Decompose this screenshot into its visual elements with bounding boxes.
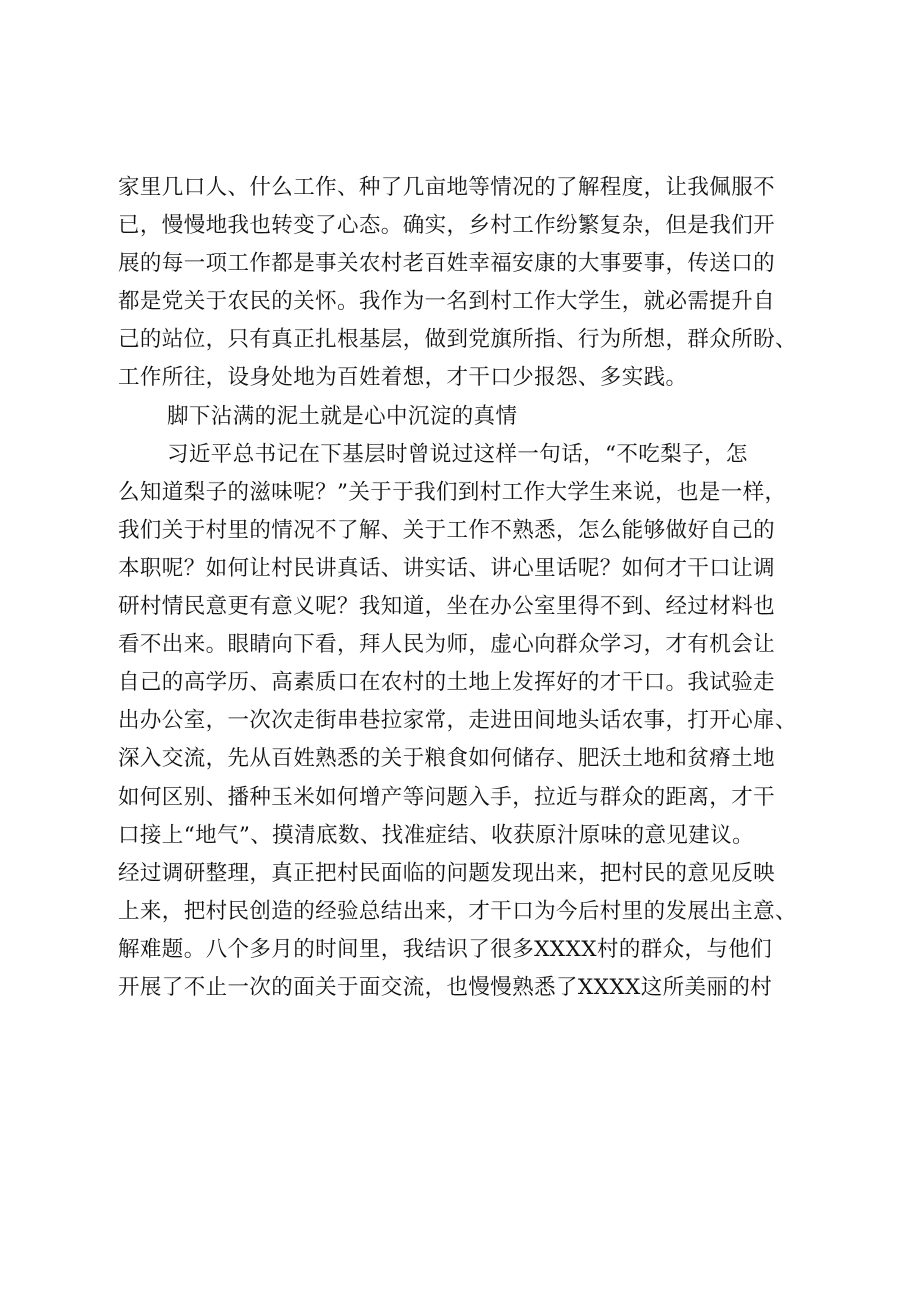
paragraph-line: 开展了不止一次的面关于面交流，也慢慢熟悉了XXXX这所美丽的村	[118, 974, 773, 1000]
paragraph-line: 工作所往，设身处地为百姓着想，才干口少报怨、多实践。	[118, 365, 688, 391]
paragraph-line: 么知道梨子的滋味呢？”关于于我们到村工作大学生来说，也是一样，	[118, 479, 787, 505]
paragraph-line: 家里几口人、什么工作、种了几亩地等情况的了解程度，让我佩服不	[118, 175, 776, 200]
section-heading: 脚下沾满的泥土就是心中沉淀的真情	[167, 403, 518, 429]
paragraph-line: 展的每一项工作都是事关农村老百姓幸福安康的大事要事，传送口的	[118, 251, 776, 277]
paragraph-line: 我们关于村里的情况不了解、关于工作不熟悉，怎么能够做好自己的	[118, 517, 776, 543]
paragraph-line: 解难题。八个多月的时间里，我结识了很多XXXX村的群众，与他们	[118, 936, 773, 962]
paragraph-line: 出办公室，一次次走街串巷拉家常，走进田间地头话农事，打开心扉、	[118, 708, 797, 734]
paragraph-line: 口接上“地气”、摸清底数、找准症结、收获原汁原味的意见建议。	[118, 822, 754, 848]
paragraph-line: 上来，把村民创造的经验总结出来，才干口为今后村里的发展出主意、	[118, 898, 797, 924]
paragraph-line: 自己的高学历、高素质口在农村的土地上发挥好的才干口。我试验走	[118, 670, 776, 696]
paragraph-line: 己的站位，只有真正扎根基层，做到党旗所指、行为所想，群众所盼、	[118, 327, 797, 353]
body-text	[118, 169, 818, 1007]
paragraph-line: 已，慢慢地我也转变了心态。确实，乡村工作纷繁复杂，但是我们开	[118, 213, 776, 239]
paragraph-line: 都是党关于农民的关怀。我作为一名到村工作大学生，就必需提升自	[118, 289, 776, 315]
paragraph-line: 本职呢？如何让村民讲真话、讲实话、讲心里话呢？如何才干口让调	[118, 555, 776, 581]
paragraph-line: 深入交流，先从百姓熟悉的关于粮食如何储存、肥沃土地和贫瘠土地	[118, 746, 776, 772]
paragraph-line: 研村情民意更有意义呢？我知道，坐在办公室里得不到、经过材料也	[118, 594, 776, 620]
paragraph-line: 习近平总书记在下基层时曾说过这样一句话，“不吃梨子，怎	[167, 441, 748, 467]
paragraph-line: 看不出来。眼睛向下看，拜人民为师，虚心向群众学习，才有机会让	[118, 632, 776, 658]
paragraph-line: 经过调研整理，真正把村民面临的问题发现出来，把村民的意见反映	[118, 860, 776, 886]
paragraph-line: 如何区别、播种玉米如何增产等问题入手，拉近与群众的距离，才干	[118, 784, 776, 810]
